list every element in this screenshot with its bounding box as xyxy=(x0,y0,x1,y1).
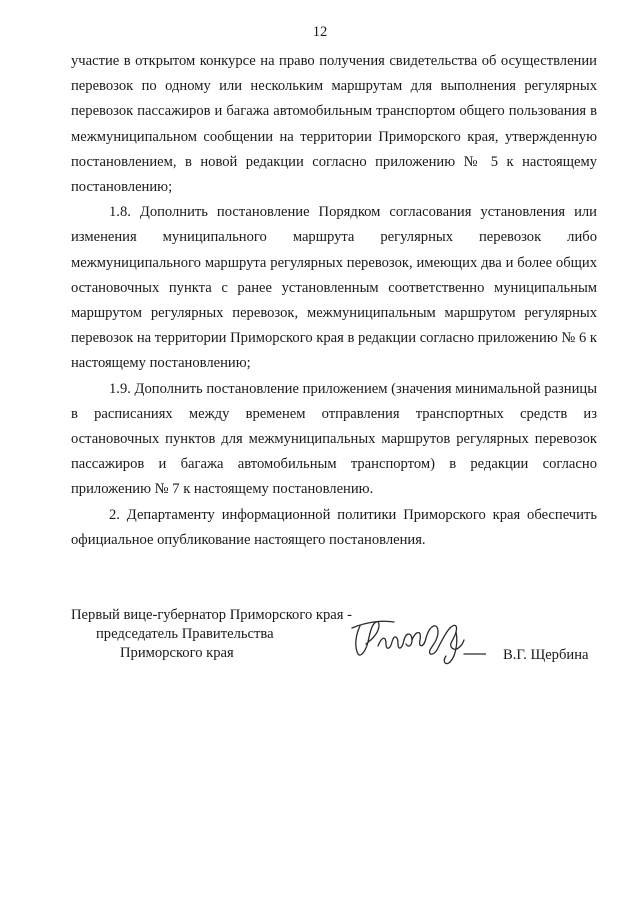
signatory-name: В.Г. Щербина xyxy=(503,647,589,663)
paragraph-2: 2. Департаменту информационной политики Приморского края обеспечить официальное опубликование настоящего постановления. xyxy=(71,506,597,548)
paragraph-continuation: участие в открытом конкурсе на право получения свидетельства об осуществлении перевозок по одному или нескольким маршрутам для выполнения регулярных перевозок пассажиров и багажа автомобильным транспортом общего пользования в межмуниципальном сообщении на территории Приморского края, утвержденную постановлением, в новой редакции согласно приложению № 5 к настоящему постановлению; xyxy=(71,53,597,196)
handwritten-signature-image xyxy=(346,610,486,668)
paragraph-1-9: 1.9. Дополнить постановление приложением (значения минимальной разницы в расписаниях между временем отправления транспортных средств из остановочных пунктов для межмуниципальных маршрутов регулярных перевозок пассажиров и багажа автомобильным транспортом) в редакции согласно приложению № 7 к настоящему постановлению. xyxy=(71,380,597,498)
signatory-title-line2: председатель Правительства xyxy=(96,626,274,642)
document-body xyxy=(71,49,597,553)
signatory-title-line3: Приморского края xyxy=(120,645,234,661)
page-number: 12 xyxy=(312,24,328,40)
signature-block xyxy=(71,606,601,676)
signatory-title-line1: Первый вице-губернатор Приморского края - xyxy=(71,607,353,623)
paragraph-1-8: 1.8. Дополнить постановление Порядком согласования установления или изменения муниципального маршрута регулярных перевозок либо межмуниципального маршрута регулярных перевозок, имеющих два и более общих остановочных пункта с ранее установленным соответственно муниципальным маршрутом регулярных перевозок, межмуниципальным маршрутом регулярных перевозок на территории Приморского края в редакции согласно приложению № 6 к настоящему постановлению; xyxy=(71,204,597,372)
